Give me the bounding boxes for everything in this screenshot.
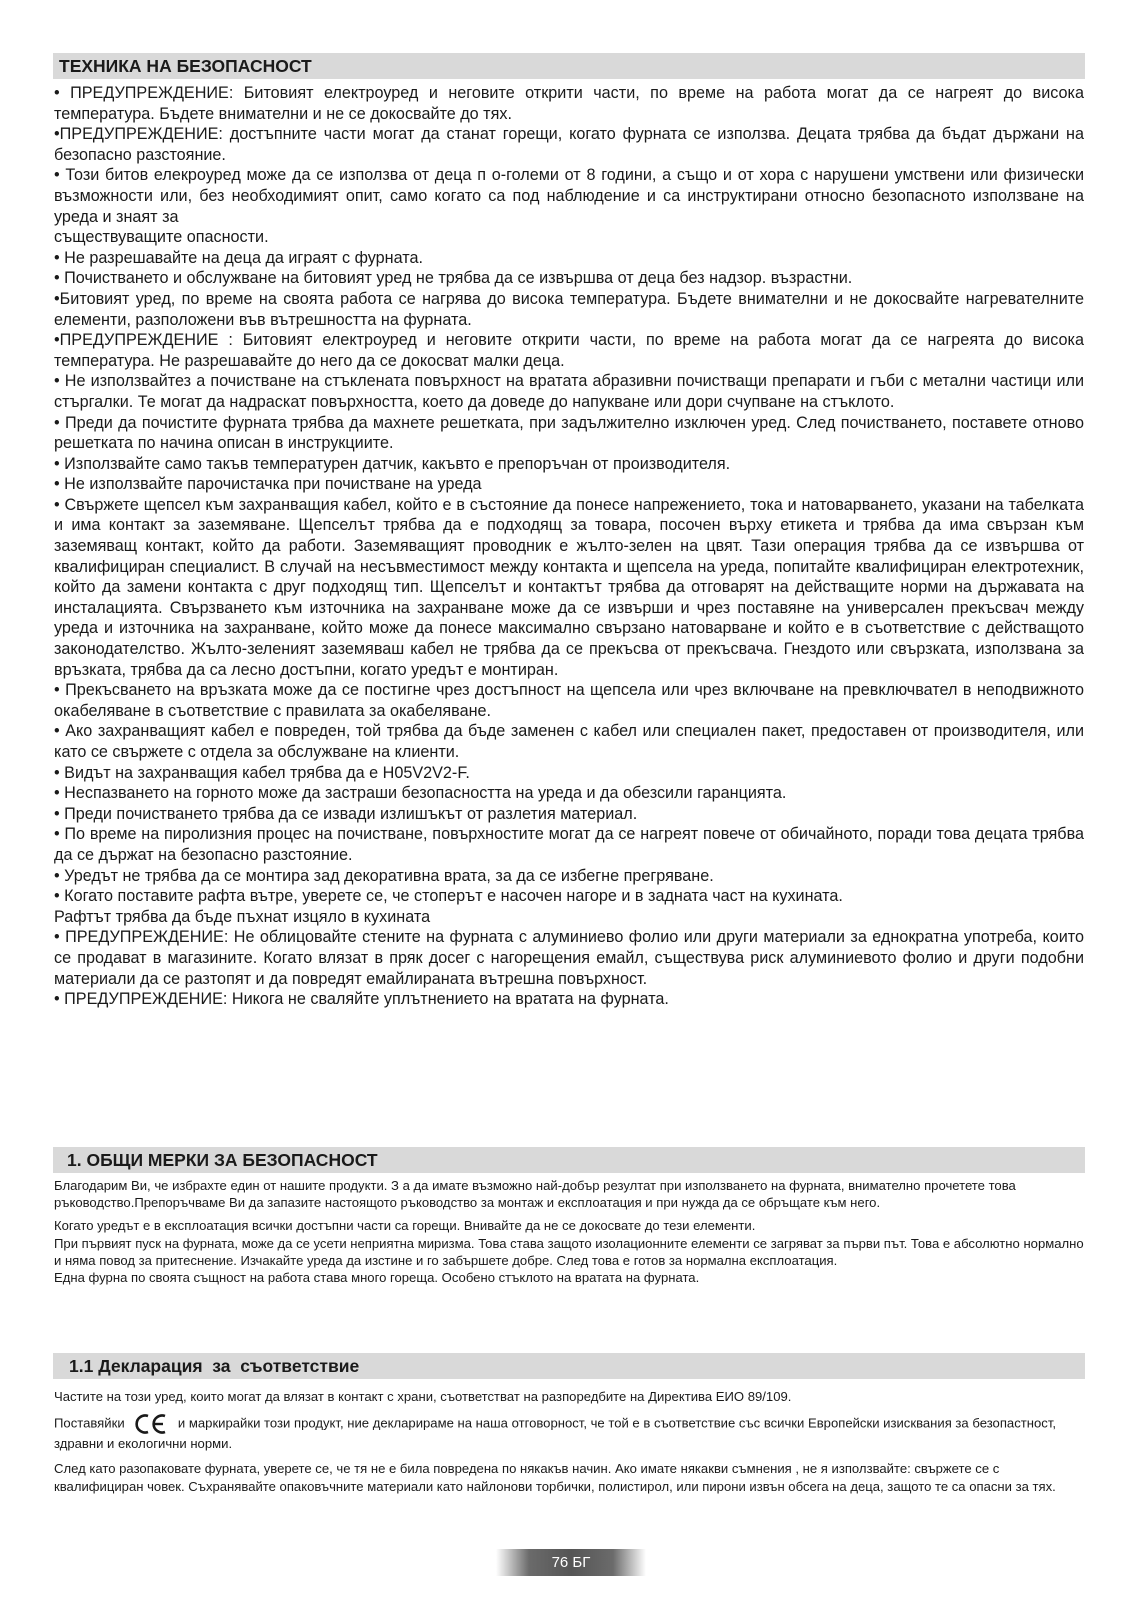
paragraph: Благодарим Ви, че избрахте един от нашите продукти. З а да имате възможно най-добър резултат при използването на фурната, внимателно прочетете това ръководство.Препоръчваме Ви да запазите настоящото ръководство за монтаж и експлоатация и при нужда да се обръщате към него.: [54, 1178, 1016, 1211]
safety-paragraph: • Почистването и обслужване на битовият уред не трябва да се извършва от деца без надзор. възрастни.: [54, 269, 853, 288]
section-title: ТЕХНИКА НА БЕЗОПАСНОСТ: [59, 56, 312, 76]
safety-paragraph: •ПРЕДУПРЕЖДЕНИЕ : Битовият електроуред и неговите открити части, по време на работа могат да се нагреята до висока температура. Не разрешавайте до него да се докосват малки деца.: [54, 331, 1084, 370]
ce-paragraph: [54, 1413, 1084, 1452]
safety-paragraph: •Битовият уред, по време на своята работа се нагрява до висока температура. Бъдете внимателни и не докосвайте нагревателните елементи, разположени във вътрешността на фурната.: [54, 289, 1084, 329]
safety-paragraph: • Преди почистването трябва да се извади излишъкът от разлетия материал.: [54, 804, 638, 823]
safety-paragraph: Рафтът трябва да бъде пъхнат изцяло в кухината: [54, 907, 431, 926]
safety-paragraph: • ПРЕДУПРЕЖДЕНИЕ: Не облицовайте стените на фурната с алуминиево фолио или други материали за еднократна употреба, които се продават в магазините. Когато влязат в пряк досег с нагорещения емайл, съществува риск алуминиевото фолио и други подобни материали да се разтопят и да повредят емайлираната вътрешна повърхност.: [54, 928, 1084, 988]
safety-paragraph: • По време на пиролизния процес на почистване, повърхностите могат да се нагреят повече от обичайното, поради това децата трябва да се държат на безопасно разстояние.: [54, 825, 1084, 864]
ce-mark-icon: [132, 1413, 170, 1435]
safety-paragraph: • Този битов елекроуред може да се използва от деца п о-големи от 8 години, а също и от хора с нарушени умствени или физически възможности или, без необходимият опит, само когато са под наблюдение и са инструктирани относно безопасното използване на уреда и знаят за: [54, 166, 1084, 226]
safety-paragraph: • Не разрешавайте на деца да играят с фурната.: [54, 248, 423, 267]
general-measures-text: [54, 1177, 1084, 1286]
paragraph: Когато уредът е в експлоатация всички достъпни части са горещи. Внивайте да не се докосвате до тези елементи.: [54, 1218, 756, 1234]
ce-text-before: Поставяйки: [54, 1415, 125, 1431]
paragraph: При първият пуск на фурната, може да се усети неприятна миризма. Това става защото изолационните елементи се загряват за първи път. Това е абсолютно нормално и няма повод за притеснение. Изчакайте уреда да изстине и го забършете добре. След това е готов за нормална експлоатация.: [54, 1235, 1084, 1268]
safety-paragraph: • Прекъсването на връзката може да се постигне чрез достъпност на щепсела или чрез включване на превключвател в неподвижното окабеляване в съответствие с правилата за окабеляване.: [54, 681, 1084, 720]
safety-paragraph: • Уредът не трябва да се монтира зад декоративна врата, за да се избегне прегряване.: [54, 866, 714, 885]
declaration-text: [54, 1388, 1084, 1495]
section-header-declaration: [53, 1353, 1085, 1379]
paragraph: Една фурна по своята същност на работа става много гореща. Особено стъклото на вратата на фурната.: [54, 1270, 700, 1286]
safety-text: [54, 83, 1084, 1010]
safety-paragraph: • Неспазването на горното може да застраши безопасността на уреда и да обезсили гаранцията.: [54, 784, 787, 803]
paragraph: След като разопаковате фурната, уверете се, че тя не е била повредена по някакъв начин. Ако имате някакви съмнения , не я използвайте: свържете се с квалифициран човек. Съхранявайте опаковъчните материали като найлонови торбички, полистирол, или пирони извън обсега на деца, защото те са опасни за тях.: [54, 1461, 1056, 1494]
safety-paragraph: • Използвайте само такъв температурен датчик, какъвто е препоръчан от производителя.: [54, 454, 731, 473]
safety-paragraph: • ПРЕДУПРЕЖДЕНИЕ: Никога не сваляйте уплътнението на вратата на фурната.: [54, 990, 669, 1009]
safety-paragraph: • ПРЕДУПРЕЖДЕНИЕ: Битовият електроуред и неговите открити части, по време на работа могат да се нагреят до висока температура. Бъдете внимателни и не се докосвайте до тях.: [54, 84, 1084, 123]
safety-paragraph: • Ако захранващият кабел е повреден, той трябва да бъде заменен с кабел или специален пакет, предоставен от производителя, или като се свържете с отдела за обслужване на клиенти.: [54, 722, 1084, 761]
safety-paragraph: • Когато поставите рафта вътре, уверете се, че стоперът е насочен нагоре и в задната част на кухината.: [54, 887, 843, 906]
section-header-safety: [53, 53, 1085, 79]
section-header-general-measures: [53, 1147, 1085, 1173]
paragraph: Частите на този уред, които могат да влязат в контакт с храни, съответстват на разпоредбите на Директива ЕИО 89/109.: [54, 1389, 792, 1404]
safety-paragraph: • Свържете щепсел към захранващия кабел, който е в състояние да понесе напрежението, тока и натоварването, указани на табелката и има контакт за заземяване. Щепселът трябва да е подходящ за товара, посочен върху етикета и трябва да има свързан към заземяващ контакт, който да работи. Заземяващият проводник е жълто-зелен на цвят. Тази операция трябва да се извършва от квалифициран специалист. В случай на несъвместимост между контакта и щепсела на уреда, попитайте квалифициран електротехник, който да замени контакта с друг подходящ тип. Щепселът и контактът трябва да отговарят на действащите норми на държавата на инсталацията. Свързването към източника на захранване може да се извърши и чрез поставяне на универсален прекъсвач между уреда и източника на захранване, който може да понесе максимално свързано натоварване и който е в съответствие с действащото законодателство. Жълто-зеленият заземяваш кабел не трябва да се прекъсва от прекъсвача. Гнездото или свързката, използвана за връзката, трябва да са лесно достъпни, когато уредът е монтиран.: [54, 495, 1084, 679]
page-number: 76 БГ: [496, 1549, 646, 1576]
safety-paragraph: • Преди да почистите фурната трябва да махнете решетката, при задължително изключен уред. След почистването, поставете отново решетката по начина описан в инструкциите.: [54, 413, 1084, 453]
safety-paragraph: • Не използвайтез а почистване на стъклената повърхност на вратата абразивни почистващи препарати и гъби с метални частици или стъргалки. Те могат да надраскат повърхността, което да доведе до напукване или дори счупване на стъклото.: [54, 372, 1084, 411]
safety-paragraph: съществуващите опасности.: [54, 228, 269, 247]
ce-text-after: и маркирайки този продукт, ние декларираме на наша отговорност, че той е в съответствие със всички Европейски изисквания за безопастност, здравни и екологични норми.: [54, 1415, 1056, 1452]
safety-paragraph: • Видът на захранващия кабел трябва да е H05V2V2-F.: [54, 763, 470, 782]
safety-paragraph: •ПРЕДУПРЕЖДЕНИЕ: достъпните части могат да станат горещи, когато фурната се използва. Децата трябва да бъдат държани на безопасно разстояние.: [54, 125, 1084, 164]
safety-paragraph: • Не използвайте парочистачка при почистване на уреда: [54, 475, 482, 494]
section-title: 1. ОБЩИ МЕРКИ ЗА БЕЗОПАСНОСТ: [67, 1150, 378, 1170]
section-title: 1.1 Декларация за съответствие: [69, 1356, 360, 1376]
